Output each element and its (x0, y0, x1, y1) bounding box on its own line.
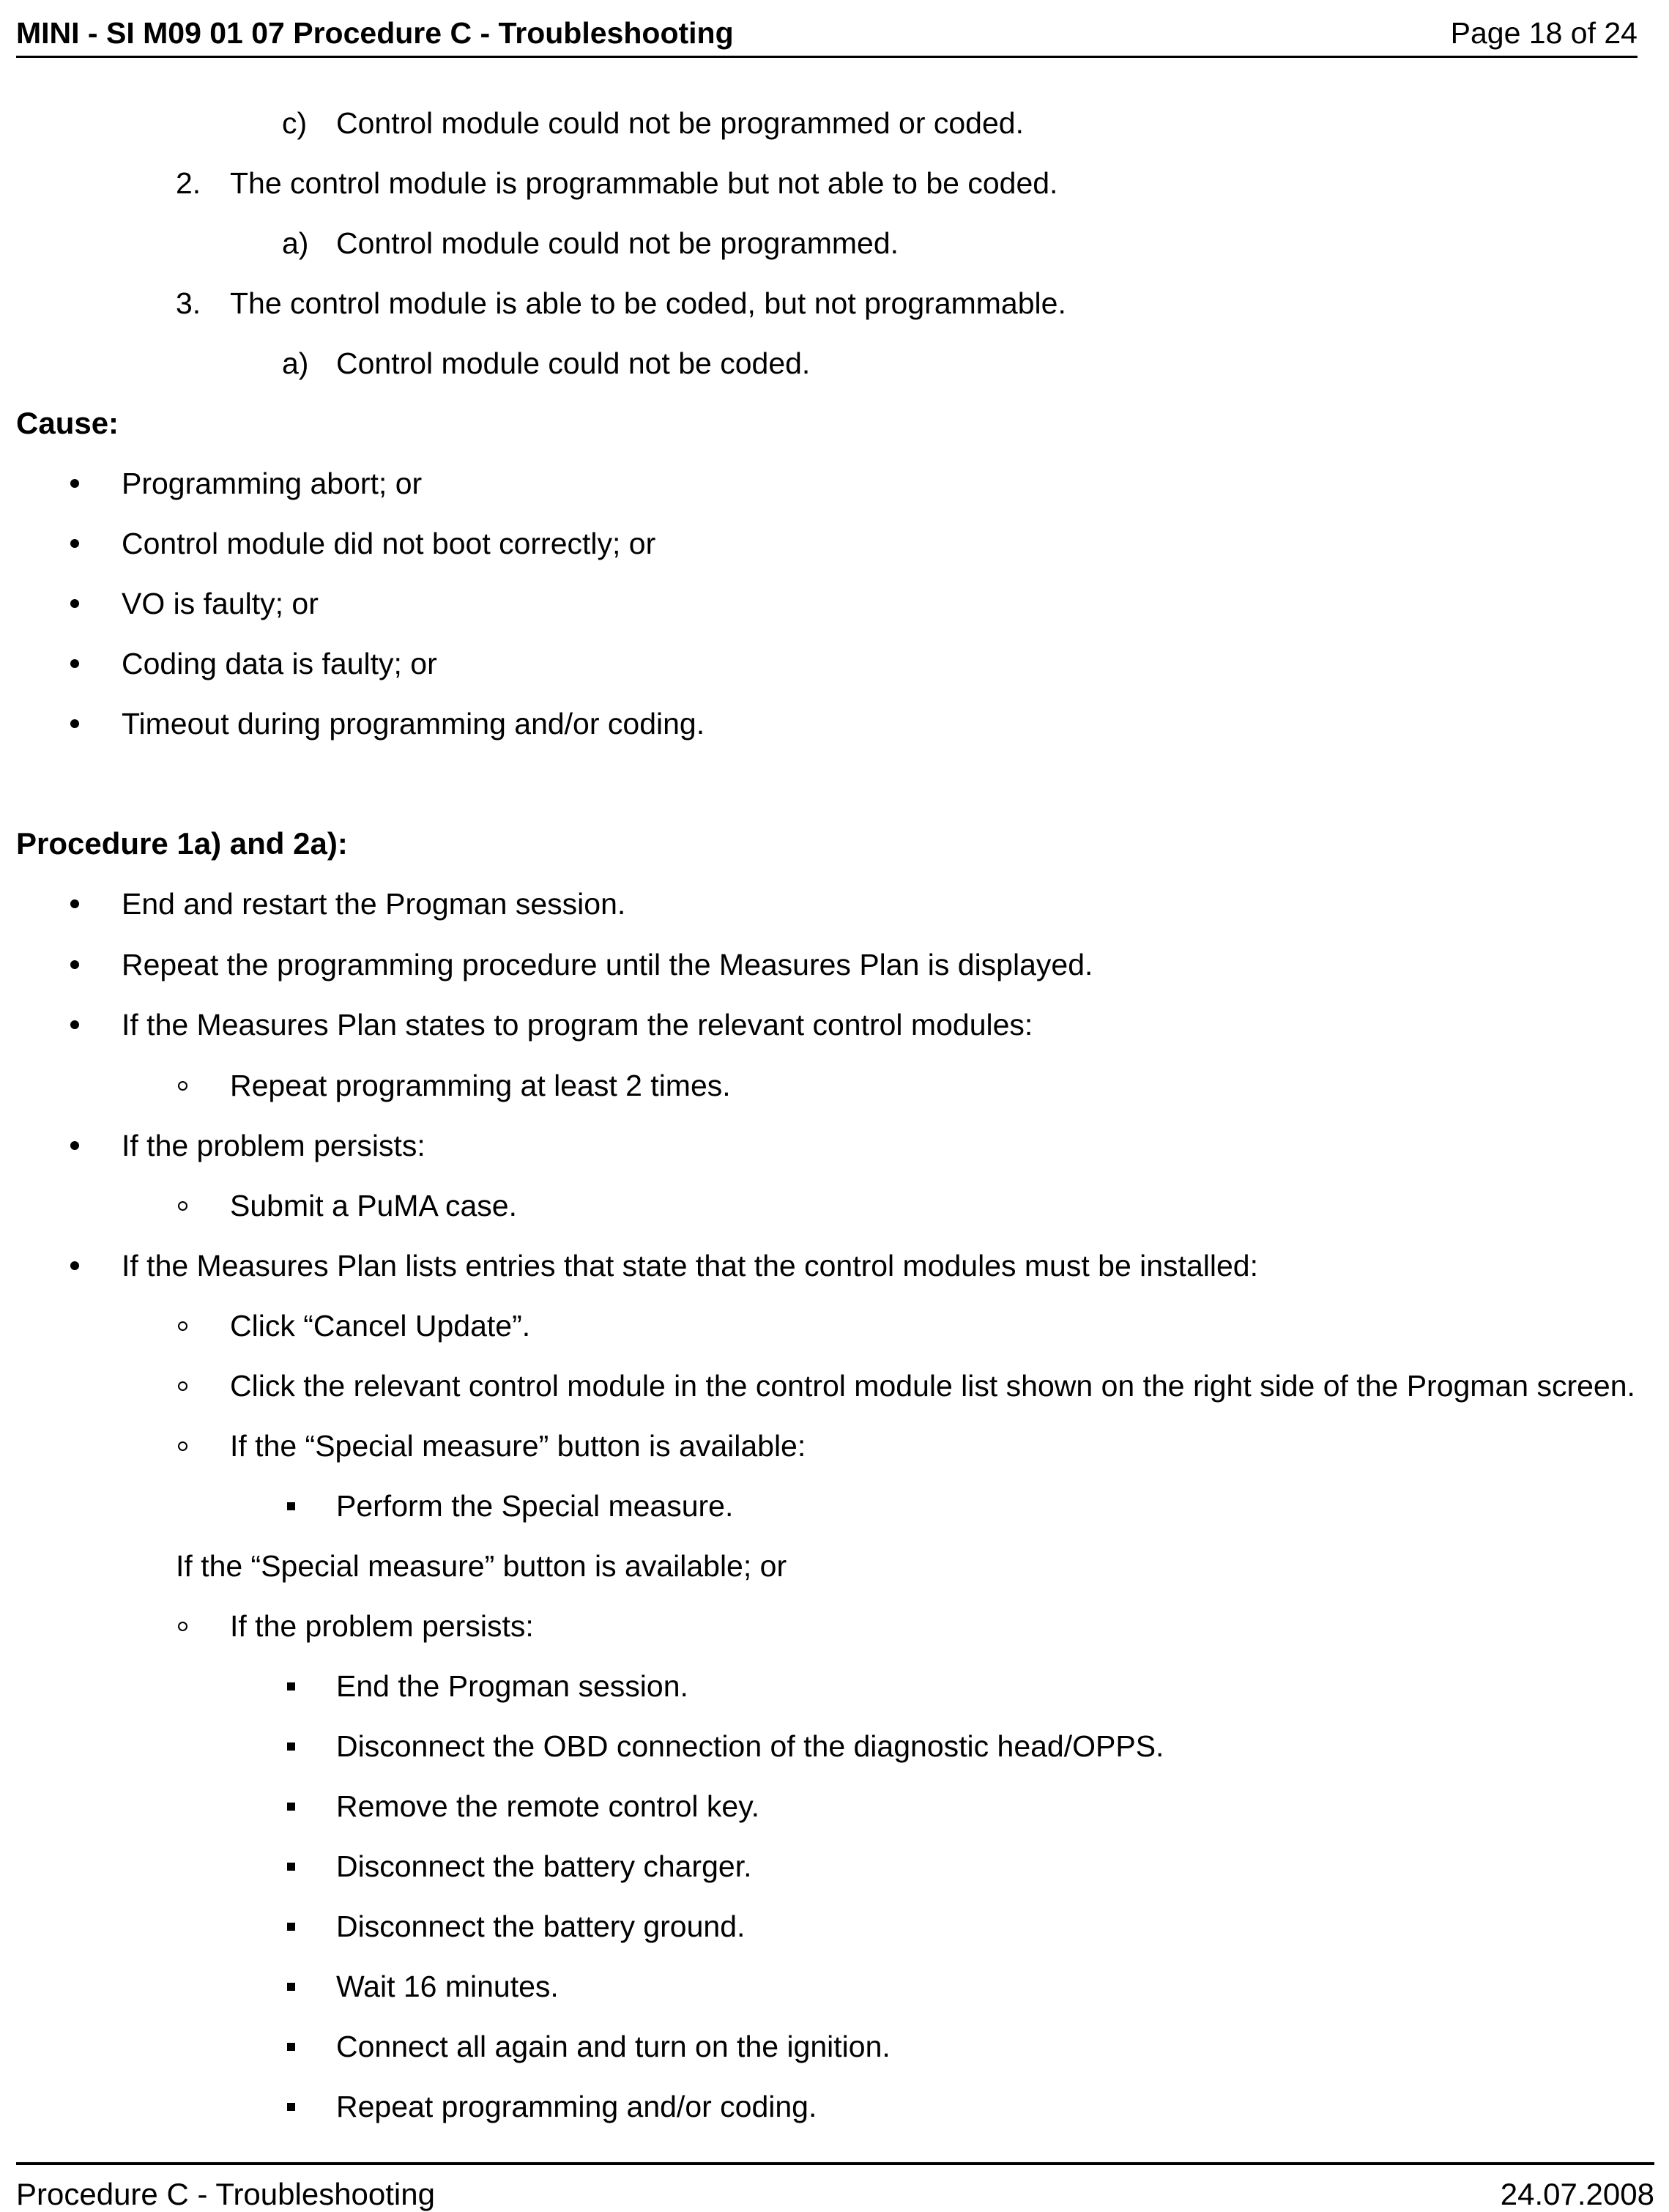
square-bullet-icon (287, 1742, 295, 1751)
list-item: Coding data is faulty; or (122, 647, 437, 680)
list-item: If the problem persists: (230, 1609, 534, 1643)
footer-section-title: Procedure C - Troubleshooting (16, 2177, 435, 2211)
list-item: Disconnect the OBD connection of the diagnostic head/OPPS. (336, 1729, 1164, 1763)
list-item: End the Progman session. (336, 1669, 688, 1703)
list-item: Repeat programming at least 2 times. (230, 1069, 731, 1102)
bullet-icon (70, 1141, 79, 1150)
list-item: If the problem persists: (122, 1129, 425, 1162)
list-marker: 3. (176, 286, 201, 320)
circle-bullet-icon (178, 1081, 187, 1091)
circle-bullet-icon (178, 1321, 187, 1331)
circle-bullet-icon (178, 1441, 187, 1451)
circle-bullet-icon (178, 1381, 187, 1391)
list-marker: a) (282, 226, 309, 260)
circle-bullet-icon (178, 1622, 187, 1631)
list-item: Control module could not be coded. (336, 346, 811, 380)
list-item: Repeat the programming procedure until the Measures Plan is displayed. (122, 948, 1093, 981)
cause-heading: Cause: (16, 406, 119, 440)
square-bullet-icon (287, 2103, 295, 2111)
list-marker: c) (282, 106, 308, 140)
bullet-icon (70, 960, 79, 969)
page-number: Page 18 of 24 (1450, 16, 1638, 50)
list-item: Connect all again and turn on the ignition. (336, 2030, 891, 2063)
list-item: If the “Special measure” button is available; or (176, 1549, 787, 1583)
list-marker: 2. (176, 166, 201, 200)
square-bullet-icon (287, 1803, 295, 1811)
list-item: Repeat programming and/or coding. (336, 2090, 817, 2123)
bullet-icon (70, 539, 79, 548)
list-marker: a) (282, 346, 309, 380)
square-bullet-icon (287, 1923, 295, 1931)
page-footer (16, 2162, 1654, 2211)
bullet-icon (70, 479, 79, 488)
list-item: Control module could not be programmed or coded. (336, 106, 1024, 140)
list-item: The control module is programmable but not able to be coded. (230, 166, 1058, 200)
list-item: Submit a PuMA case. (230, 1189, 517, 1222)
list-item: If the Measures Plan states to program the relevant control modules: (122, 1008, 1033, 1042)
page-header (16, 16, 1638, 58)
list-item: Control module did not boot correctly; or (122, 527, 656, 560)
list-item: Click “Cancel Update”. (230, 1309, 531, 1343)
procedure-heading: Procedure 1a) and 2a): (16, 826, 348, 861)
footer-date: 24.07.2008 (1500, 2177, 1654, 2211)
list-item: If the Measures Plan lists entries that state that the control modules must be installed: (122, 1249, 1258, 1283)
document-title: MINI - SI M09 01 07 Procedure C - Troubleshooting (16, 16, 734, 50)
list-item: End and restart the Progman session. (122, 887, 626, 921)
list-item: Control module could not be programmed. (336, 226, 899, 260)
list-item: Click the relevant control module in the control module list shown on the right side of the Progman screen. (230, 1369, 1635, 1403)
list-item: The control module is able to be coded, but not programmable. (230, 286, 1066, 320)
list-item: Perform the Special measure. (336, 1489, 734, 1523)
bullet-icon (70, 719, 79, 728)
list-item: Remove the remote control key. (336, 1789, 760, 1823)
square-bullet-icon (287, 1682, 295, 1690)
bullet-icon (70, 899, 79, 908)
square-bullet-icon (287, 1983, 295, 1991)
bullet-icon (70, 599, 79, 608)
list-item: Disconnect the battery ground. (336, 1909, 746, 1943)
list-item: Timeout during programming and/or coding. (122, 707, 705, 741)
list-item: If the “Special measure” button is available: (230, 1429, 806, 1463)
list-item: Disconnect the battery charger. (336, 1849, 752, 1883)
bullet-icon (70, 1261, 79, 1270)
list-item: Wait 16 minutes. (336, 1970, 559, 2003)
bullet-icon (70, 1020, 79, 1029)
bullet-icon (70, 659, 79, 668)
square-bullet-icon (287, 2043, 295, 2051)
circle-bullet-icon (178, 1201, 187, 1211)
square-bullet-icon (287, 1502, 295, 1510)
list-item: VO is faulty; or (122, 587, 319, 620)
square-bullet-icon (287, 1863, 295, 1871)
list-item: Programming abort; or (122, 467, 423, 500)
